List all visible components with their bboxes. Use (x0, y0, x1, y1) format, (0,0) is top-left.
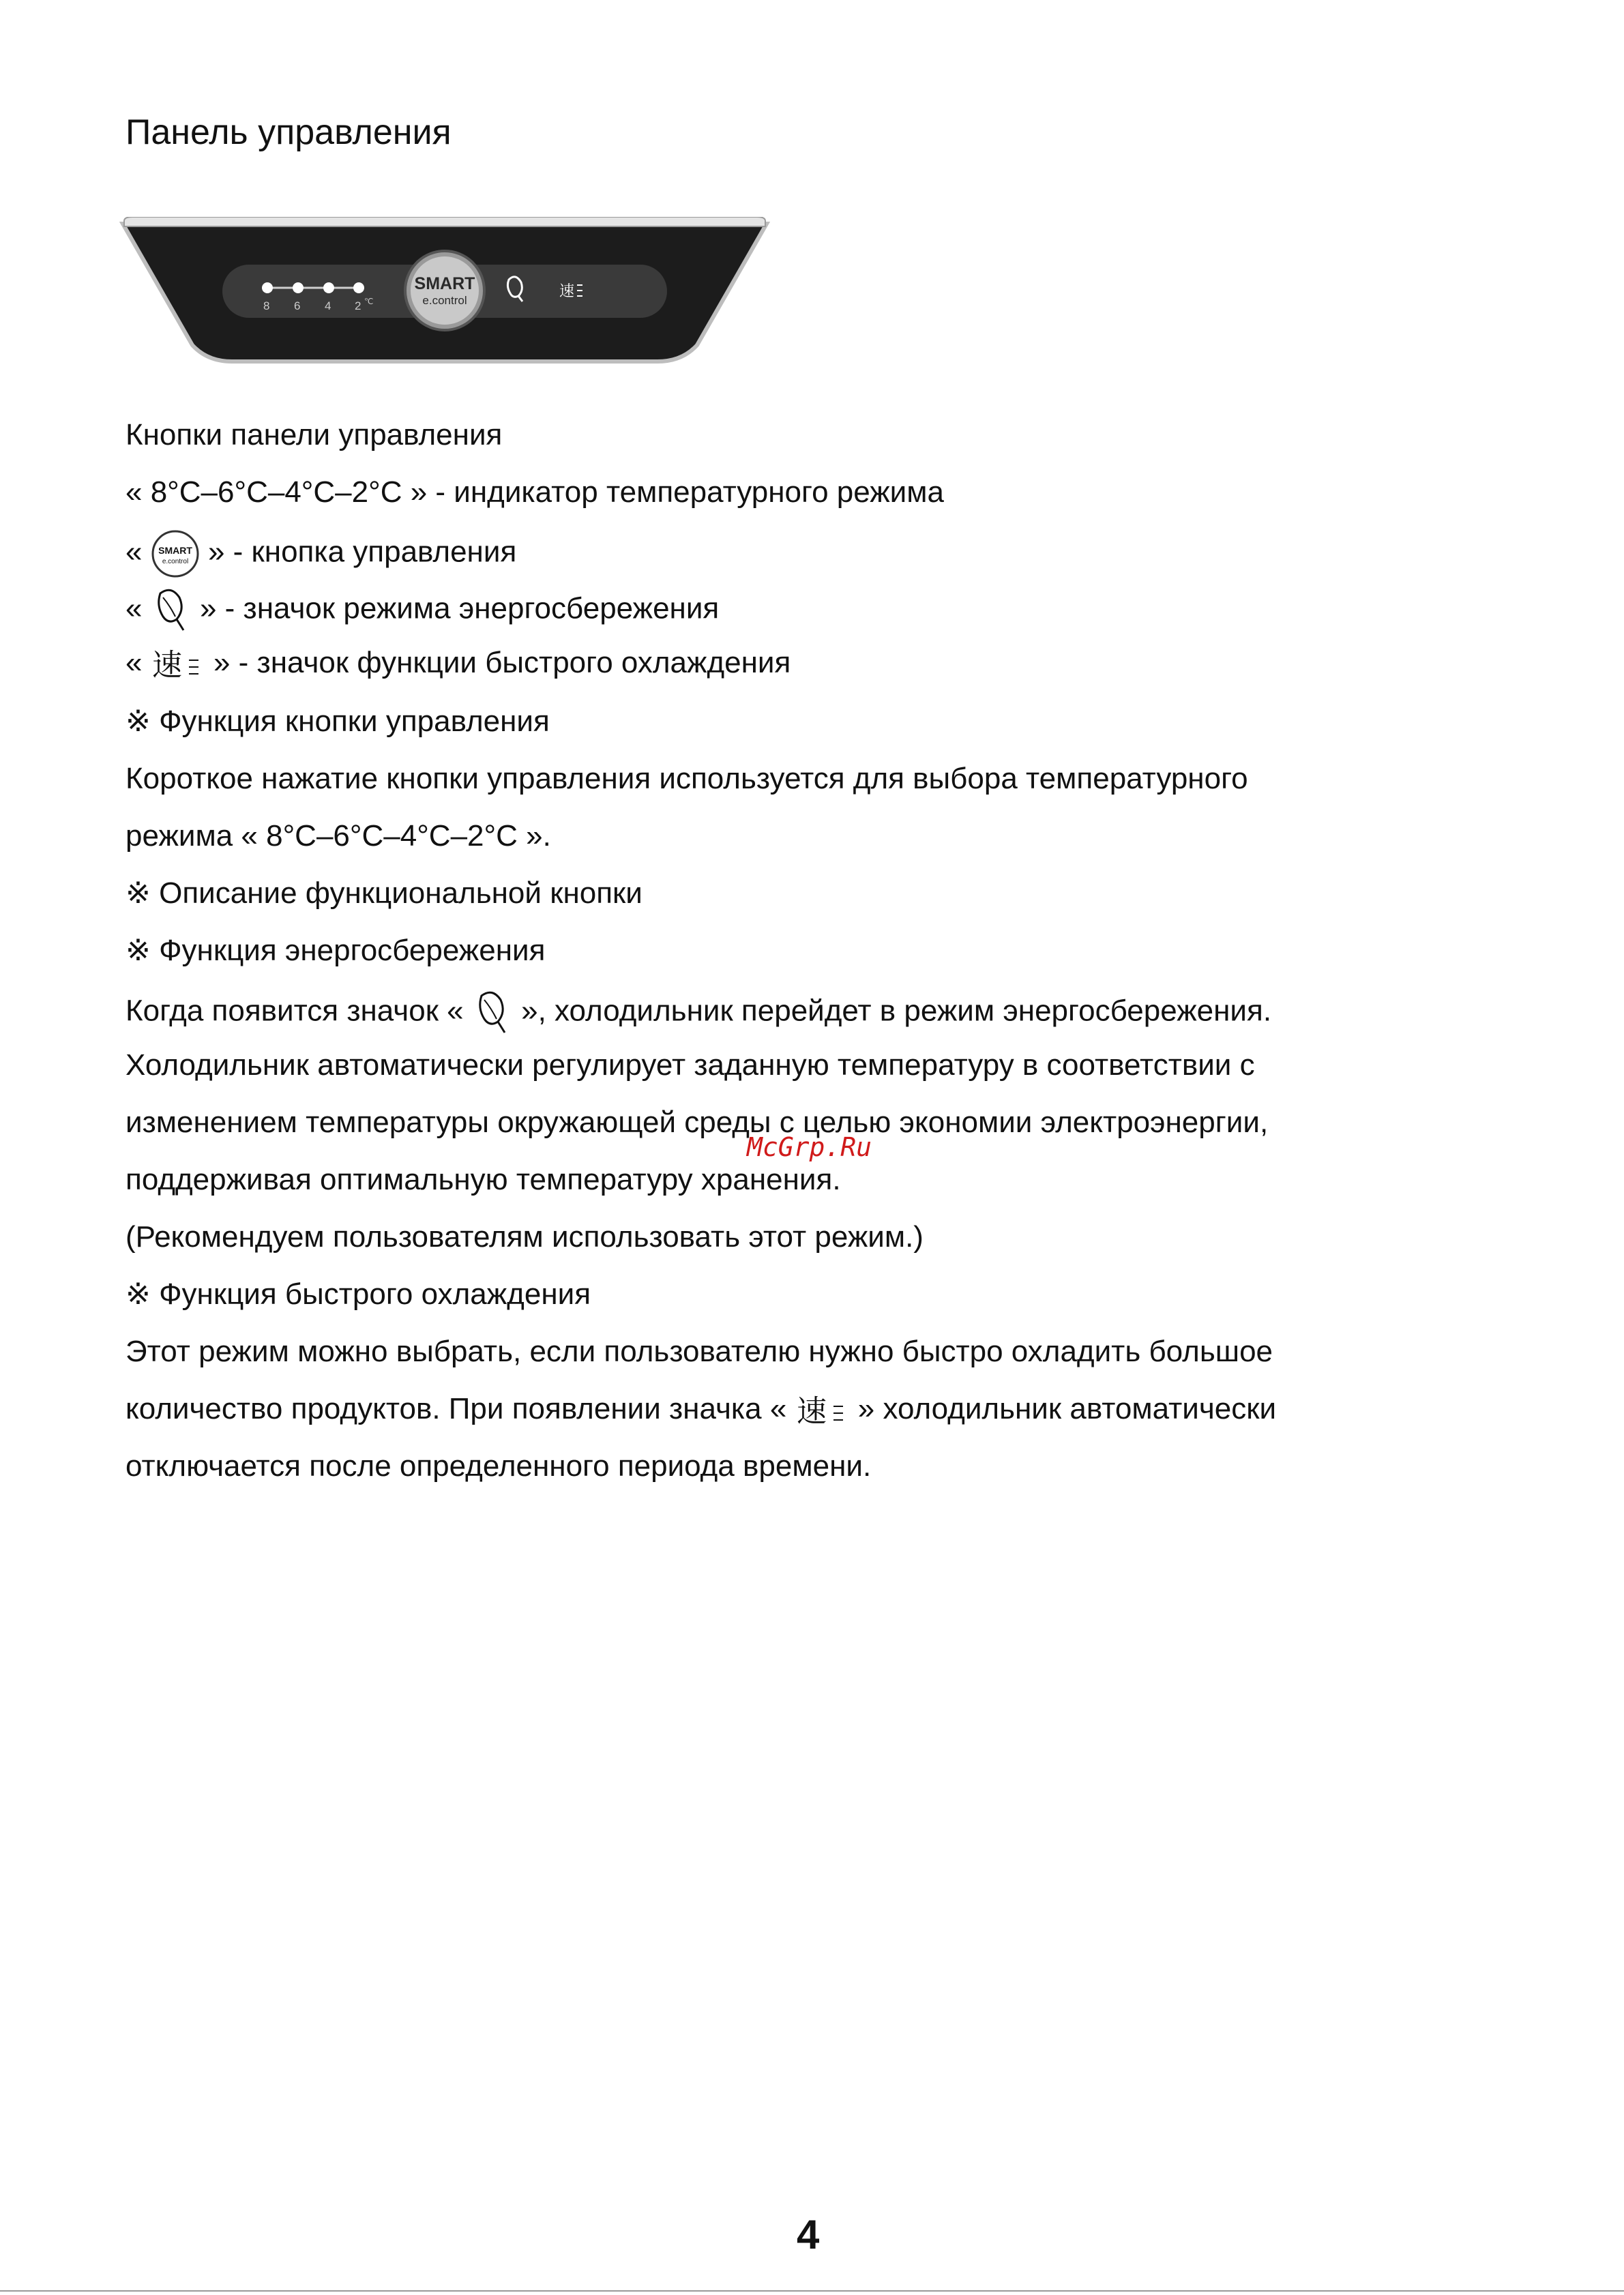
control-panel-illustration (119, 217, 771, 368)
temp-label-6: 6 (294, 299, 301, 312)
temp-unit: ℃ (364, 297, 374, 306)
eco-desc-4: поддерживая оптимальную температуру хранения. (126, 1163, 841, 1196)
function-note: ※ Описание функциональной кнопки (126, 876, 643, 910)
temp-indicator-line: « 8°С–6°С–4°С–2°С » - индикатор температурного режима (126, 475, 944, 509)
control-button-line: « SMART e.control » - кнопка управления (126, 529, 516, 578)
quick-cool-inline-icon (795, 1390, 850, 1431)
eco-desc-3: изменением температуры окружающей среды с целью экономии электроэнергии, (126, 1106, 1269, 1139)
section-heading: Кнопки панели управления (126, 418, 503, 451)
control-note: ※ Функция кнопки управления (126, 705, 550, 738)
temp-dot-6 (293, 282, 304, 293)
temp-label-2: 2 (355, 299, 361, 312)
eco-leaf-icon (151, 587, 192, 634)
quick-cool-indicator-icon: 速 (559, 283, 575, 300)
panel-rim (124, 217, 765, 226)
page-number: 4 (797, 2212, 820, 2257)
page-title: Панель управления (126, 113, 452, 152)
watermark: McGrp.Ru (747, 1132, 872, 1162)
eco-note: ※ Функция энергосбережения (126, 934, 546, 967)
quick-cool-icon (151, 644, 205, 685)
temp-dot-8 (262, 282, 273, 293)
control-desc-1: Короткое нажатие кнопки управления используется для выбора температурного (126, 762, 1248, 795)
quick-desc-3: отключается после определенного периода времени. (126, 1449, 872, 1483)
temp-label-4: 4 (325, 299, 331, 312)
smart-button-sublabel: e.control (422, 294, 467, 307)
eco-desc-5: (Рекомендуем пользователям использовать этот режим.) (126, 1220, 924, 1254)
footer-rule (0, 2290, 1624, 2292)
eco-leaf-inline-icon (472, 989, 513, 1037)
temp-dot-4 (323, 282, 334, 293)
temp-dot-2 (353, 282, 364, 293)
smart-badge-icon (151, 529, 200, 578)
svg-text:e.control: e.control (162, 558, 188, 565)
svg-text:速: 速 (796, 1394, 827, 1430)
quick-desc-2: количество продуктов. При появлении значка « 速 » холодильник автоматически (126, 1390, 1276, 1431)
smart-button-label: SMART (414, 274, 475, 293)
quick-cool-icon-line: « 速 » - значок функции быстрого охлаждения (126, 644, 791, 685)
eco-desc-2: Холодильник автоматически регулирует заданную температуру в соответствии с (126, 1048, 1255, 1082)
quick-desc-1: Этот режим можно выбрать, если пользователю нужно быстро охладить большое (126, 1335, 1273, 1368)
eco-desc-1: Когда появится значок « », холодильник перейдет в режим энергосбережения. (126, 989, 1271, 1037)
temp-label-8: 8 (263, 299, 270, 312)
quick-note: ※ Функция быстрого охлаждения (126, 1277, 591, 1311)
svg-text:速: 速 (151, 648, 182, 683)
control-desc-2: режима « 8°С–6°С–4°С–2°С ». (126, 819, 551, 853)
eco-icon-line: « » - значок режима энергосбережения (126, 587, 719, 634)
svg-text:SMART: SMART (158, 545, 192, 556)
